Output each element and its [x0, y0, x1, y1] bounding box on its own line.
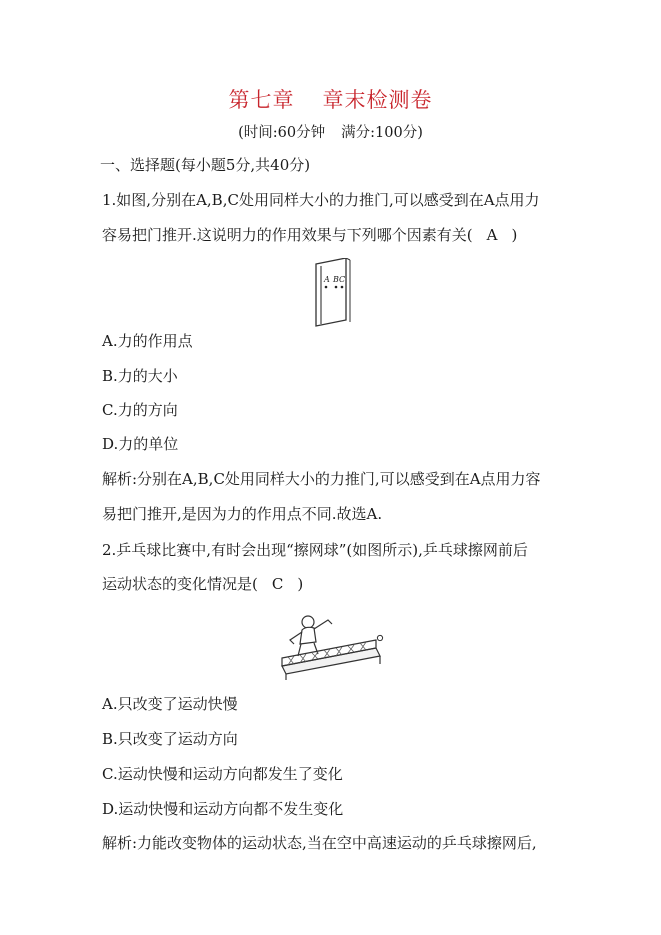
door-figure — [310, 258, 358, 330]
q2-answer: C — [271, 575, 284, 593]
q2-paren-close: ) — [297, 575, 304, 593]
exam-info — [0, 121, 661, 142]
q2-option-b: B.只改变了运动方向 — [102, 730, 238, 748]
point-b-dot — [335, 286, 338, 289]
q1-stem-line1: 1.如图,分别在A,B,C处用同样大小的力推门,可以感受到在A点用力 — [102, 191, 540, 209]
q1-analysis-line1: 解析:分别在A,B,C处用同样大小的力推门,可以感受到在A点用力容 — [102, 470, 541, 488]
q2-stem-text: 运动状态的变化情况是( — [102, 575, 258, 593]
chapter-title — [0, 84, 661, 114]
time-limit: (时间:60分钟 — [238, 125, 326, 141]
chapter-test-name: 章末检测卷 — [322, 88, 433, 112]
full-score: 满分:100分) — [341, 125, 423, 141]
q1-stem-line2 — [102, 225, 517, 245]
q1-option-d: D.力的单位 — [102, 435, 179, 453]
point-a-dot — [325, 286, 328, 289]
q1-option-a: A.力的作用点 — [102, 332, 193, 350]
point-c-dot — [341, 286, 344, 289]
door-label-a: A — [324, 275, 330, 284]
q1-paren-close: ) — [511, 226, 518, 244]
q2-option-c: C.运动快慢和运动方向都发生了变化 — [102, 765, 343, 783]
q2-option-d: D.运动快慢和运动方向都不发生变化 — [102, 800, 344, 818]
q1-stem-text: 容易把门推开.这说明力的作用效果与下列哪个因素有关( — [102, 226, 473, 244]
section-heading: 一、选择题(每小题5分,共40分) — [100, 156, 311, 174]
q2-stem-line1: 2.乒乓球比赛中,有时会出现“擦网球”(如图所示),乒乓球擦网前后 — [102, 541, 528, 559]
q2-stem-line2 — [102, 574, 303, 594]
q2-analysis-line1: 解析:力能改变物体的运动状态,当在空中高速运动的乒乓球擦网后, — [102, 834, 537, 852]
q1-answer: A — [486, 226, 498, 244]
door-label-bc: BC — [333, 275, 346, 284]
q2-option-a: A.只改变了运动快慢 — [102, 695, 238, 713]
chapter-number: 第七章 — [228, 88, 295, 112]
q1-option-c: C.力的方向 — [102, 401, 178, 419]
q1-analysis-line2: 易把门推开,是因为力的作用点不同.故选A. — [102, 505, 383, 523]
table-top — [282, 648, 380, 674]
ping-pong-figure — [276, 608, 388, 684]
q1-option-b: B.力的大小 — [102, 367, 178, 385]
ping-pong-ball — [377, 635, 382, 640]
